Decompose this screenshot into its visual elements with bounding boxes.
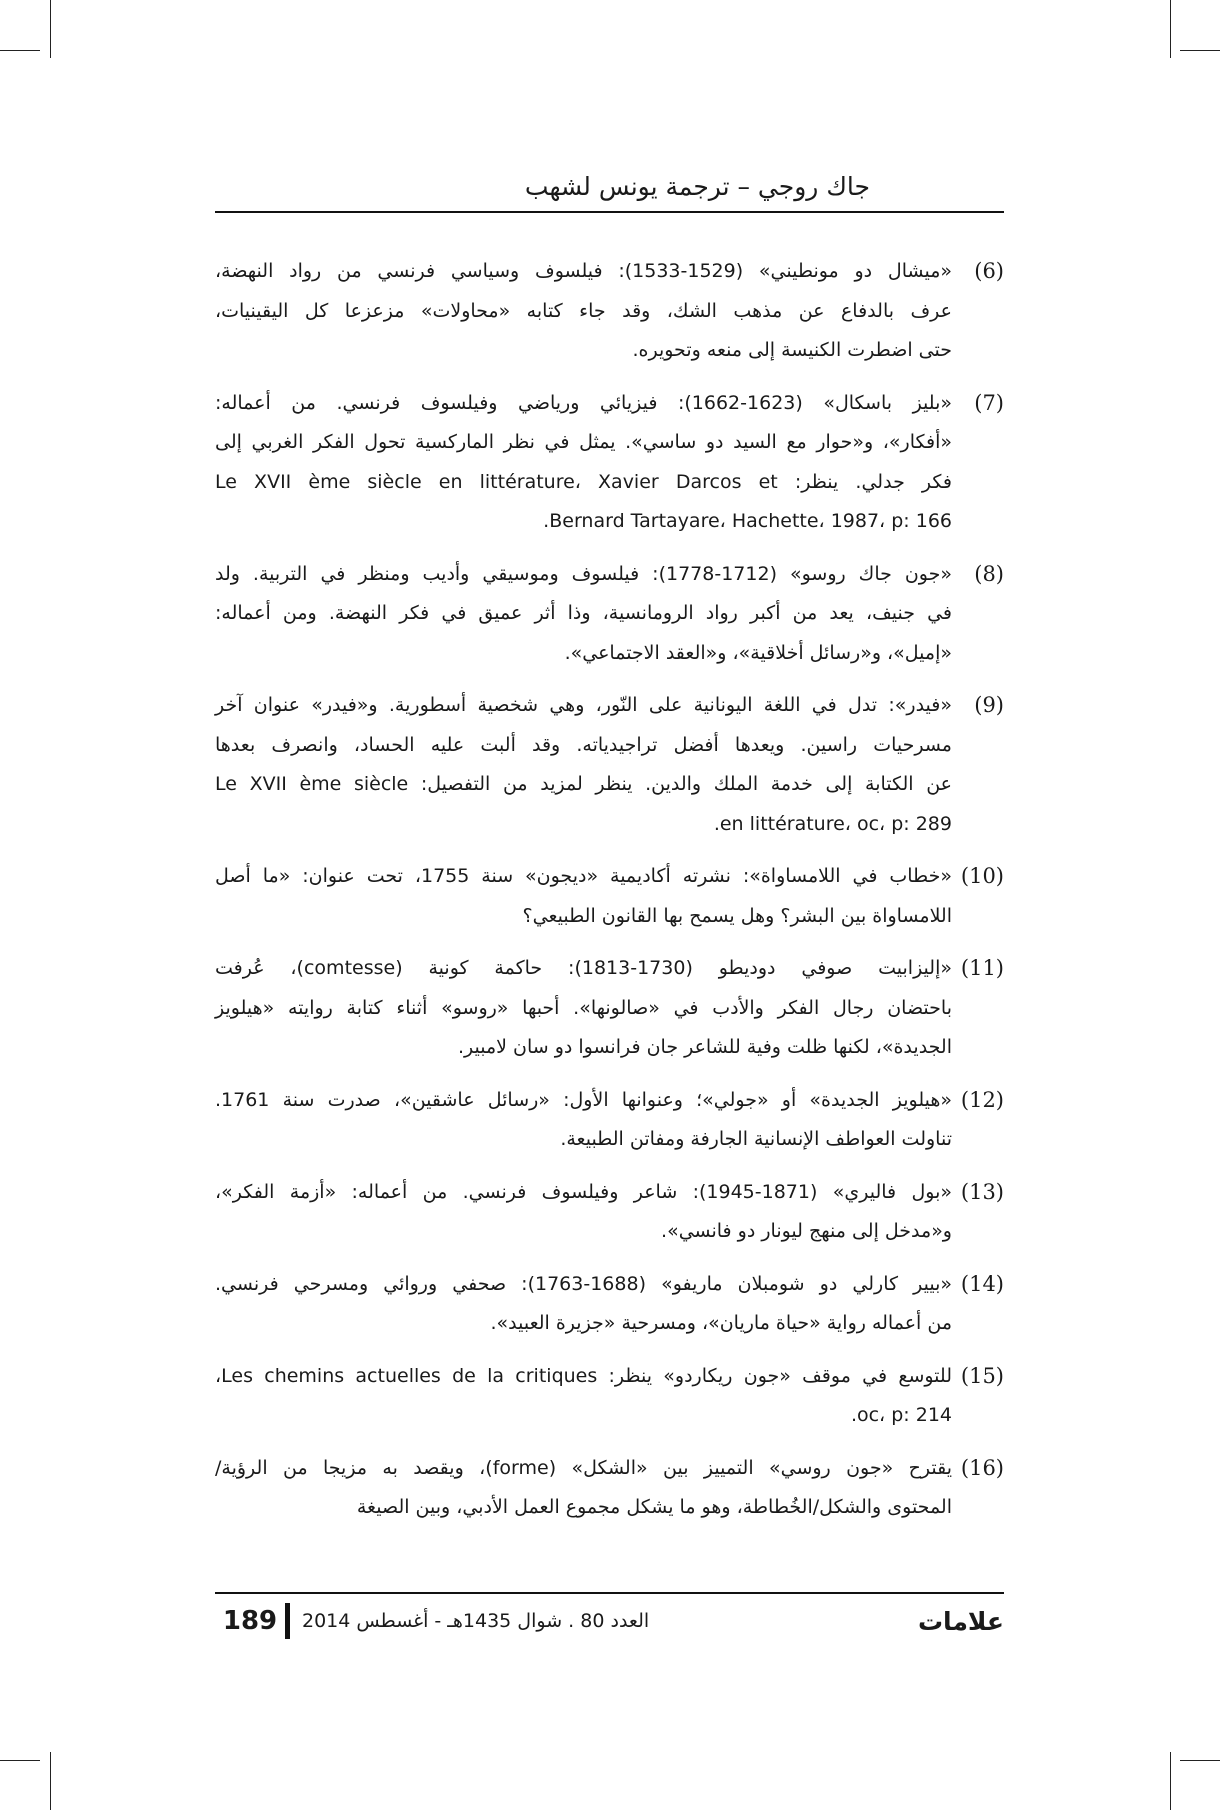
endnote-line: «إليزابيت صوفي دوديطو (1730-1813): حاكمة كونية (comtesse)، عُرفت bbox=[215, 957, 952, 979]
endnote-text bbox=[215, 1357, 952, 1436]
endnote bbox=[215, 949, 1004, 1068]
journal-logo: علامات bbox=[917, 1606, 1004, 1636]
endnote bbox=[215, 1081, 1004, 1160]
endnote bbox=[215, 1173, 1004, 1252]
endnote-number: (16) bbox=[960, 1455, 1004, 1480]
endnote bbox=[215, 857, 1004, 936]
crop-mark bbox=[1170, 1752, 1171, 1810]
endnote-text bbox=[215, 857, 952, 936]
running-header-title: جاك روجي – ترجمة يونس لشهب bbox=[524, 172, 870, 201]
footer-separator bbox=[285, 1603, 290, 1639]
endnote-text bbox=[215, 252, 952, 371]
endnote-line: اللامساواة بين البشر؟ وهل يسمح بها القانون الطبيعي؟ bbox=[522, 904, 952, 927]
footer-rule bbox=[215, 1592, 1004, 1594]
endnote bbox=[215, 1265, 1004, 1344]
endnote-line: تناولت العواطف الإنسانية الجارفة ومفاتن الطبيعة. bbox=[560, 1128, 952, 1150]
endnote-text bbox=[215, 1449, 952, 1528]
endnote-line: Bernard Tartayare، Hachette، 1987، p: 166. bbox=[543, 510, 952, 532]
endnote bbox=[215, 384, 1004, 542]
endnote-line: الجديدة»، لكنها ظلت وفية للشاعر جان فرانسوا دو سان لامبير. bbox=[457, 1036, 952, 1058]
endnote-line: oc، p: 214. bbox=[850, 1404, 952, 1426]
endnote-text bbox=[215, 555, 952, 674]
endnotes-list bbox=[215, 252, 1004, 1541]
endnote-line: من أعماله رواية «حياة ماريان»، ومسرحية «جزيرة العبيد». bbox=[490, 1312, 952, 1334]
endnote-line: مسرحيات راسين. ويعدها أفضل تراجيدياته. وقد ألبت عليه الحساد، وانصرف بعدها bbox=[215, 733, 952, 756]
endnote-number: (14) bbox=[960, 1271, 1004, 1296]
endnote-text bbox=[215, 1265, 952, 1344]
endnote-number: (6) bbox=[974, 259, 1004, 283]
endnote-line: عن الكتابة إلى خدمة الملك والدين. ينظر لمزيد من التفصيل: Le XVII ème siècle bbox=[215, 773, 953, 795]
endnote-number: (9) bbox=[974, 693, 1004, 717]
endnote-text bbox=[215, 1081, 952, 1160]
endnote-line: فكر جدلي. ينظر: Le XVII ème siècle en littérature، Xavier Darcos et bbox=[215, 470, 952, 493]
endnote-number: (11) bbox=[960, 956, 1004, 980]
journal-issue: العدد 80 . شوال 1435هـ - أغسطس 2014 bbox=[302, 1610, 650, 1632]
endnote-text bbox=[215, 1173, 952, 1252]
endnote-line: و«مدخل إلى منهج ليونار دو فانسي». bbox=[661, 1220, 952, 1242]
endnote-line: في جنيف، يعد من أكبر رواد الرومانسية، وذا أثر عميق في فكر النهضة. ومن أعماله: bbox=[215, 602, 952, 624]
endnote-line: المحتوى والشكل/الخُطاطة، وهو ما يشكل مجموع العمل الأدبي، وبين الصيغة bbox=[356, 1496, 952, 1518]
crop-mark bbox=[1180, 1760, 1220, 1761]
crop-mark bbox=[1170, 0, 1171, 58]
endnote-number: (13) bbox=[960, 1179, 1004, 1204]
crop-mark bbox=[0, 50, 40, 51]
endnote-line: «إميل»، و«رسائل أخلاقية»، و«العقد الاجتماعي». bbox=[564, 641, 952, 664]
endnote bbox=[215, 252, 1004, 371]
endnote-line: «خطاب في اللامساواة»: نشرته أكاديمية «ديجون» سنة 1755، تحت عنوان: «ما أصل bbox=[215, 865, 952, 887]
endnote-number: (8) bbox=[974, 561, 1004, 586]
endnote-line: حتى اضطرت الكنيسة إلى منعه وتحويره. bbox=[632, 339, 952, 361]
endnote-line: «هيلويز الجديدة» أو «جولي»؛ وعنوانها الأول: «رسائل عاشقين»، صدرت سنة 1761. bbox=[215, 1088, 952, 1111]
endnote bbox=[215, 686, 1004, 844]
endnote-line: «بول فاليري» (1871-1945): شاعر وفيلسوف فرنسي. من أعماله: «أزمة الفكر»، bbox=[215, 1180, 952, 1203]
endnote-line: «بليز باسكال» (1623-1662): فيزيائي ورياضي وفيلسوف فرنسي. من أعماله: bbox=[215, 391, 952, 414]
crop-mark bbox=[0, 1760, 40, 1761]
endnote bbox=[215, 1449, 1004, 1528]
endnote-text bbox=[215, 384, 952, 542]
header-rule bbox=[215, 211, 1004, 213]
endnote-line: «بيير كارلي دو شومبلان ماريفو» (1688-1763): صحفي وروائي ومسرحي فرنسي. bbox=[215, 1272, 952, 1295]
endnote-line: باحتضان رجال الفكر والأدب في «صالونها». أحبها «روسو» أثناء كتابة روايته «هيلويز bbox=[215, 996, 952, 1019]
endnote-line: en littérature، oc، p: 289. bbox=[713, 812, 952, 835]
endnote-text bbox=[215, 949, 952, 1068]
endnote-number: (10) bbox=[960, 864, 1004, 888]
endnote-line: عرف بالدفاع عن مذهب الشك، وقد جاء كتابه «محاولات» مزعزعا كل اليقينيات، bbox=[215, 299, 952, 322]
endnote-line: «ميشال دو مونطيني» (1529-1533): فيلسوف وسياسي فرنسي من رواد النهضة، bbox=[215, 260, 952, 282]
endnote-line: «أفكار»، و«حوار مع السيد دو ساسي». يمثل في نظر الماركسية تحول الفكر الغربي إلى bbox=[215, 431, 952, 453]
endnote bbox=[215, 555, 1004, 674]
endnote-number: (15) bbox=[960, 1363, 1004, 1388]
endnote-number: (7) bbox=[974, 390, 1004, 415]
endnote-number: (12) bbox=[960, 1087, 1004, 1112]
page-number: 189 bbox=[222, 1606, 278, 1636]
endnote-line: للتوسع في موقف «جون ريكاردو» ينظر: Les chemins actuelles de la critiques، bbox=[215, 1364, 952, 1387]
crop-mark bbox=[1180, 50, 1220, 51]
endnote-text bbox=[215, 686, 952, 844]
crop-mark bbox=[50, 1752, 51, 1810]
endnote-line: «جون جاك روسو» (1712-1778): فيلسوف وموسيقي وأديب ومنظر في التربية. ولد bbox=[215, 562, 952, 585]
endnote bbox=[215, 1357, 1004, 1436]
endnote-line: يقترح «جون روسي» التمييز بين «الشكل» (forme)، ويقصد به مزيجا من الرؤية/ bbox=[215, 1456, 952, 1479]
page-footer bbox=[215, 1601, 1004, 1641]
crop-mark bbox=[50, 0, 51, 58]
endnote-line: «فيدر»: تدل في اللغة اليونانية على النّور، وهي شخصية أسطورية. و«فيدر» عنوان آخر bbox=[215, 694, 952, 716]
